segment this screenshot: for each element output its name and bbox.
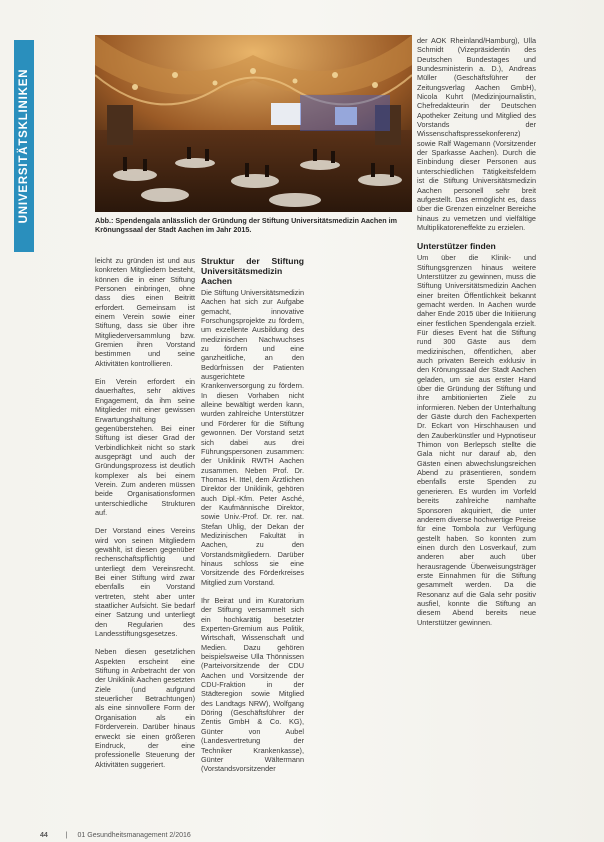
paragraph: Um über die Klinik- und Stiftungsgrenzen hinaus weitere Unterstützer zu gewinnen, muss die Stiftung Universitätsmedizin Aachen einer breiten Öffentlichkeit bekannt gemacht werden. In Aachen wurde daher Ende 2015 über die Initiierung einer festlichen Spendengala erzielt. Für dieses Event hat die Stiftung rund 300 Gäste aus dem medizinischen, öffentlichen, aber auch privaten Bereich exklusiv in den Krönungssaal der Stadt Aachen geladen, um sie aus erster Hand über die Gründung der Stiftung und ihre ambitionierten Ziele zu informieren. Neben der Unterhaltung der Gäste durch den Fachexperten Dr. Eckart von Hirschhausen und den Zauberkünstler und Hypnotiseur Thimon von Berlepsch stellte die Gala nicht nur darauf ab, den Gästen einen abwechslungsreichen Abend zu präsentieren, sondern ebenfalls erste Spenden zu generieren. Es wurden im Vorfeld bereits zahlreiche namhafte Sponsoren akquiriert, die unter anderem diverse hochwertige Preise für eine Tombola zur Verfügung gestellt haben. So konnten zum einen durch den Losverkauf, zum anderen aber auch über herausragende Überweisungsträger erste Einnahmen für die Stiftung gesammelt werden. Da die Resonanz auf die Gala sehr positiv ausfiel, konnte die Stiftung an diesem Abend bereits neue Unterstützer gewinnen. xyxy=(417,253,536,627)
section-tab xyxy=(14,40,34,252)
paragraph: Der Vorstand eines Vereins wird von seinen Mitgliedern gewählt, ist diesen gegenüber rechenschaftspflichtig und unterliegt dem Vereinsrecht. Bei einer Stiftung wird zwar ebenfalls ein Vorstand vertreten, steht aber unter staatlicher Aufsicht. Sie bedarf einer Satzung und unterliegt den Regularien des Landesstiftungsgesetzes. xyxy=(95,526,195,639)
paragraph: Die Stiftung Universitätsmedizin Aachen hat sich zur Aufgabe gemacht, innovative Forschungsprojekte zu fördern, um exzellente Ausbildung des medizinischen Nachwuchses zu fördern und eine ganzheitliche, an den Bedürfnissen der Patienten ausgerichtete Krankenversorgung zu fördern. In diesen Vorhaben nicht alleine bewältigt werden kann, wurden zahlreiche Unterstützer und Förderer für die Stiftung gewonnen. Der Vorstand setzt sich dabei aus drei Führungspersonen zusammen: der Uniklinik RWTH Aachen zusammen. Neben Prof. Dr. Thomas H. Ittel, dem Ärztlichen Direktor der Uniklinik, gehören auch Dipl.-Kfm. Peter Asché, der Kaufmännische Direktor, sowie Univ.-Prof. Dr. rer. nat. Stefan Uhlig, der Dekan der Medizinischen Fakultät in Aachen, zu den Vorstandsmitgliedern. Darüber hinaus schloss sie eine Vorsitzende des Förderkreises Mitglied zum Vorstand. xyxy=(201,288,305,587)
text-column-1 xyxy=(95,256,195,778)
paragraph: Ein Verein erfordert ein dauerhaftes, sehr aktives Engagement, da ihm seine Mitglieder mit einer gewissen Erwartungshaltung gegenüberstehen. Bei einer Stiftung ist dieser Grad der Verbindlichkeit nicht so stark ausgeprägt und auch der Gründungsprozess ist deutlich komplexer als bei einem Verein. Zum anderen müssen beide Organisationsformen unterschiedliche Strukturen auf. xyxy=(95,377,195,517)
gala-photo xyxy=(95,35,412,212)
text-column-3 xyxy=(417,36,536,636)
section-heading-structure: Struktur der Stiftung Universitätsmedizin Aachen xyxy=(201,256,304,286)
magazine-title: 01 Gesundheitsmanagement 2/2016 xyxy=(77,832,191,839)
paragraph: der AOK Rheinland/Hamburg), Ulla Schmidt (Vizepräsidentin des Deutschen Bundestages und Bundesministerin a. D.), Andreas Müller (Geschäftsführer der Zeitungsverlag Aachen GmbH), Nicola Kuhrt (Medizinjournalistin, Chefredakteurin der Deutschen Apotheker Zeitung und Mitglied des Vorstands der Wissenschaftspressekonferenz) sowie Ralf Wagemann (Vorsitzender der Sparkasse Aachen). Durch die Einbindung dieser Personen aus unterschiedlichen Tätigkeitsfeldern ist die Stiftung Universitätsmedizin Aachen personell sehr breit aufgestellt. Das ermöglicht es, dass über die Grenzen einzelner Bereiche hinaus zu vernetzen und vielfältige Multiplikatoreneffekte zu erzielen. xyxy=(417,36,536,232)
footer-separator: | xyxy=(65,832,68,839)
paragraph: Neben diesen gesetzlichen Aspekten erscheint eine Stiftung in Anbetracht der von der Uniklinik Aachen gesetzten Ziele (und aufgrund steuerlicher Betrachtungen) als eine sinnvollere Form der Organisation als ein Förderverein. Darüber hinaus erweckt sie einen größeren Eindruck, der eine professionelle Steuerung der Aktivitäten suggeriert. xyxy=(95,647,195,769)
section-heading-supporters: Unterstützer finden xyxy=(417,241,496,252)
text-column-2 xyxy=(201,256,304,783)
page-number: 44 xyxy=(40,832,48,839)
gala-hall-illustration xyxy=(95,35,412,212)
page-footer xyxy=(40,832,191,839)
section-tab-label: UNIVERSITÄTSKLINIKEN xyxy=(18,68,30,224)
paragraph: leicht zu gründen ist und aus konkreten Mitgliedern besteht, können die in einer Stiftung Personen einbringen, ohne dass dies einen Beitritt erfordert. Gemeinsam ist einem Verein sowie einer Stiftung, dass sie über ihre Mitgliederversammlung bzw. Gremien ihren Vorstand bestimmen und seine Aktivitäten kontrollieren. xyxy=(95,256,195,368)
paragraph: Ihr Beirat und im Kuratorium der Stiftung versammelt sich ein hochkarätig besetzter Experten-Gremium aus Politik, Wirtschaft, Wissenschaft und Medien. Dazu gehören beispielsweise Ulla Thönnissen (Parteivorsitzende der CDU Aachen und Vorsitzende der CDU-Fraktion in der Städteregion sowie Mitglied des Landtags NRW), Wolfgang Döring (Geschäftsführer der Zentis GmbH & Co. KG), Günter von Aubel (Landesvertretung der Techniker Krankenkasse), Günter Wältermann (Vorstandsvorsitzender xyxy=(201,596,304,774)
photo-caption: Abb.: Spendengala anlässlich der Gründung der Stiftung Universitätsmedizin Aachen im Krönungssaal der Stadt Aachen im Jahr 2015. xyxy=(95,216,398,235)
